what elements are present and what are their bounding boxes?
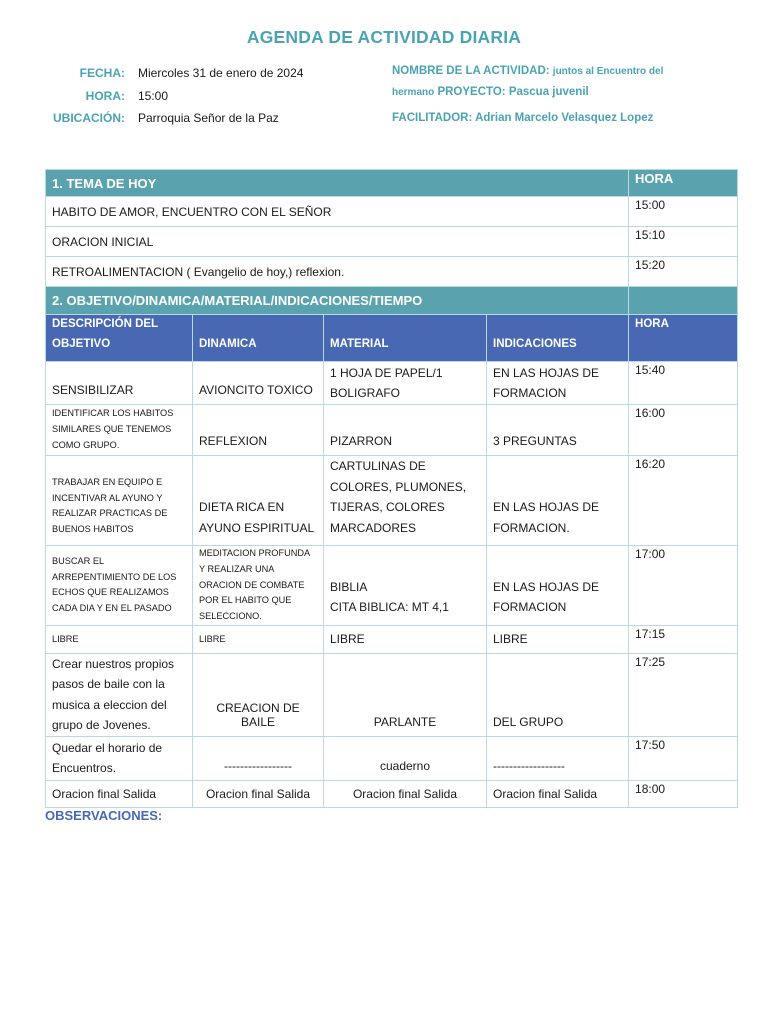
- indicaciones-cell: 3 PREGUNTAS: [487, 405, 629, 456]
- ubicacion-row: [45, 107, 303, 130]
- facilitador-value: Adrian Marcelo Velasquez Lopez: [475, 112, 654, 124]
- ubicacion-label: UBICACIÓN:: [53, 111, 125, 126]
- tema-text: RETROALIMENTACION ( Evangelio de hoy,) reflexion.: [46, 257, 629, 287]
- fecha-value: Miercoles 31 de enero de 2024: [138, 66, 304, 81]
- fecha-row: [45, 62, 303, 85]
- meta-left-block: [45, 62, 303, 130]
- dinamica-cell: Oracion final Salida: [193, 780, 324, 807]
- column-header-row: [46, 315, 738, 362]
- facilitador-label: FACILITADOR:: [392, 112, 473, 124]
- indicaciones-cell: LIBRE: [487, 625, 629, 653]
- objetivo-cell: SENSIBILIZAR: [46, 362, 193, 405]
- page-title: AGENDA DE ACTIVIDAD DIARIA: [246, 27, 522, 47]
- material-cell: 1 HOJA DE PAPEL/1 BOLIGRAFO: [324, 362, 487, 405]
- indicaciones-cell: EN LAS HOJAS DE FORMACION: [487, 546, 629, 626]
- objetivo-cell: IDENTIFICAR LOS HABITOS SIMILARES QUE TENEMOS COMO GRUPO.: [46, 405, 193, 456]
- table-row: [46, 405, 738, 456]
- dinamica-cell: LIBRE: [193, 625, 324, 653]
- col-material-header: MATERIAL: [324, 315, 487, 362]
- material-cell: cuaderno: [324, 736, 487, 780]
- actividad-value-2: hermano: [392, 87, 435, 98]
- time-cell: 16:00: [629, 405, 738, 456]
- time-cell: 16:20: [629, 456, 738, 546]
- fecha-label: FECHA:: [79, 66, 125, 81]
- material-cell: LIBRE: [324, 625, 487, 653]
- indicaciones-cell: EN LAS HOJAS DE FORMACION.: [487, 456, 629, 546]
- table-row: [46, 625, 738, 653]
- table-row: [46, 197, 738, 227]
- table-row: [46, 546, 738, 626]
- tema-time: 15:20: [629, 257, 738, 287]
- proyecto-value: Pascua juvenil: [508, 86, 589, 98]
- actividad-value-1: juntos al Encuentro del: [552, 66, 664, 77]
- col-hora-header: HORA: [629, 315, 738, 362]
- col-objetivo-header: DESCRIPCIÓN DEL OBJETIVO: [46, 315, 193, 362]
- hora-value: 15:00: [138, 88, 169, 103]
- tema-text: ORACION INICIAL: [46, 227, 629, 257]
- col-indicaciones-header: INDICACIONES: [487, 315, 629, 362]
- dinamica-cell: -----------------: [193, 736, 324, 780]
- observaciones-label: OBSERVACIONES:: [45, 808, 163, 823]
- hora-label: HORA:: [85, 88, 125, 103]
- agenda-table: [45, 169, 738, 808]
- objetivo-cell: Quedar el horario de Encuentros.: [46, 736, 193, 780]
- tema-time: 15:00: [629, 197, 738, 227]
- material-cell: Oracion final Salida: [324, 780, 487, 807]
- section2-header-row: [46, 287, 738, 315]
- material-cell: PARLANTE: [324, 653, 487, 736]
- section1-header-row: [46, 170, 738, 197]
- dinamica-cell: REFLEXION: [193, 405, 324, 456]
- indicaciones-cell: EN LAS HOJAS DE FORMACION: [487, 362, 629, 405]
- ubicacion-value: Parroquia Señor de la Paz: [138, 111, 279, 126]
- actividad-line: [392, 61, 722, 82]
- material-line-1: BIBLIA: [330, 579, 368, 594]
- time-cell: 17:00: [629, 546, 738, 626]
- objetivo-cell: BUSCAR EL ARREPENTIMIENTO DE LOS ECHOS QUE REALIZAMOS CADA DIA Y EN EL PASADO: [46, 546, 193, 626]
- meta-right-block: [392, 61, 722, 129]
- section1-title: 1. TEMA DE HOY: [46, 170, 629, 197]
- col-dinamica-header: DINAMICA: [193, 315, 324, 362]
- dinamica-cell: CREACION DE BAILE: [193, 653, 324, 736]
- material-cell: [324, 546, 487, 626]
- table-row: [46, 456, 738, 546]
- table-row: [46, 736, 738, 780]
- material-cell: PIZARRON: [324, 405, 487, 456]
- table-row: [46, 653, 738, 736]
- dinamica-cell: DIETA RICA EN AYUNO ESPIRITUAL: [193, 456, 324, 546]
- table-row: [46, 257, 738, 287]
- actividad-label: NOMBRE DE LA ACTIVIDAD:: [392, 65, 550, 77]
- tema-time: 15:10: [629, 227, 738, 257]
- indicaciones-cell: Oracion final Salida: [487, 780, 629, 807]
- time-cell: 17:50: [629, 736, 738, 780]
- facilitador-line: [392, 108, 722, 129]
- section2-title: 2. OBJETIVO/DINAMICA/MATERIAL/INDICACIONES/TIEMPO: [46, 287, 629, 315]
- objetivo-cell: Crear nuestros propios pasos de baile con la musica a eleccion del grupo de Jovenes.: [46, 653, 193, 736]
- table-row: [46, 780, 738, 807]
- dinamica-cell: MEDITACION PROFUNDA Y REALIZAR UNA ORACION DE COMBATE POR EL HABITO QUE SELECCIONO.: [193, 546, 324, 626]
- material-line-2: CITA BIBLICA: MT 4,1: [330, 600, 449, 615]
- hora-row: [45, 85, 303, 108]
- proyecto-line: [392, 82, 722, 103]
- table-row: [46, 362, 738, 405]
- objetivo-cell: Oracion final Salida: [46, 780, 193, 807]
- proyecto-label: PROYECTO:: [437, 86, 506, 98]
- table-row: [46, 227, 738, 257]
- objetivo-cell: TRABAJAR EN EQUIPO E INCENTIVAR AL AYUNO Y REALIZAR PRACTICAS DE BUENOS HABITOS: [46, 456, 193, 546]
- indicaciones-cell: ------------------: [487, 736, 629, 780]
- section2-blank-cell: [629, 287, 738, 315]
- objetivo-cell: LIBRE: [46, 625, 193, 653]
- tema-text: HABITO DE AMOR, ENCUENTRO CON EL SEÑOR: [46, 197, 629, 227]
- material-cell: CARTULINAS DE COLORES, PLUMONES, TIJERAS, COLORES MARCADORES: [324, 456, 487, 546]
- time-cell: 17:15: [629, 625, 738, 653]
- time-cell: 18:00: [629, 780, 738, 807]
- section1-hora-header: HORA: [629, 170, 738, 197]
- time-cell: 15:40: [629, 362, 738, 405]
- indicaciones-cell: DEL GRUPO: [487, 653, 629, 736]
- time-cell: 17:25: [629, 653, 738, 736]
- dinamica-cell: AVIONCITO TOXICO: [193, 362, 324, 405]
